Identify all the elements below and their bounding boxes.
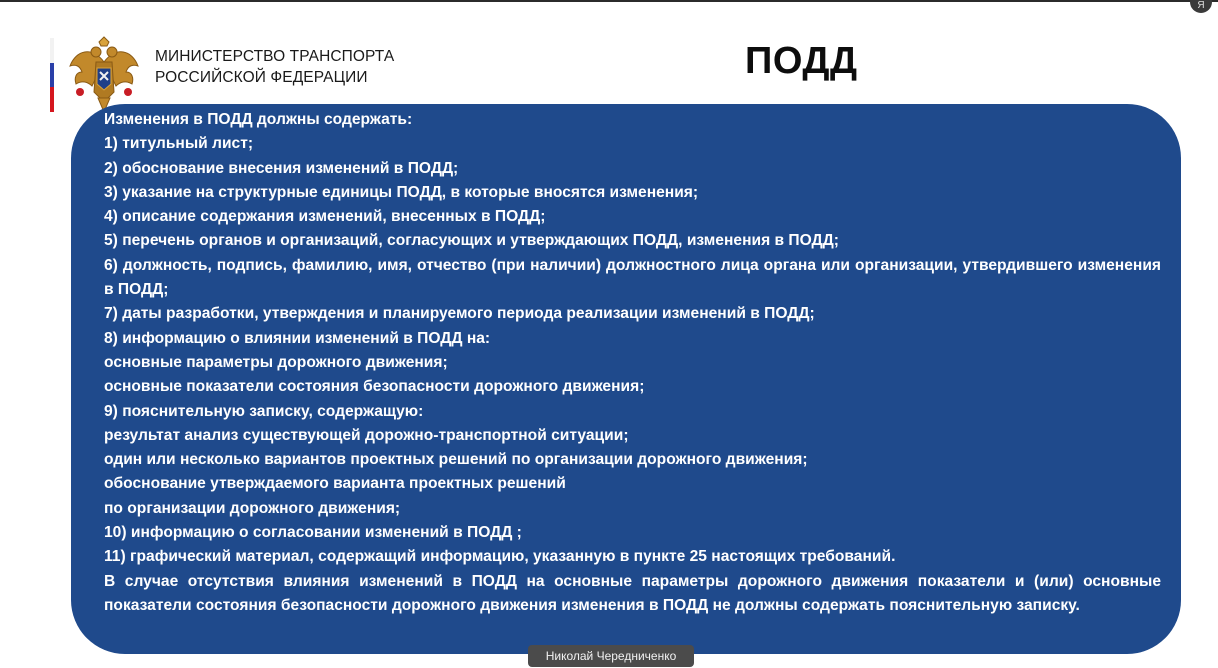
list-item: 4) описание содержания изменений, внесенных в ПОДД;	[104, 208, 546, 226]
list-item: 8) информацию о влиянии изменений в ПОДД на:	[104, 329, 491, 347]
russian-flag-stripe	[50, 38, 54, 112]
content-panel	[71, 104, 1181, 654]
ministry-name-line1: МИНИСТЕРСТВО ТРАНСПОРТА	[155, 48, 395, 65]
page-title: ПОДД	[745, 40, 858, 82]
list-item: 6) должность, подпись, фамилию, имя, отчество (при наличии) должностного лица органа или организации, утвердившего изменения в ПОДД;	[104, 256, 1161, 299]
ministry-name-line2: РОССИЙСКОЙ ФЕДЕРАЦИИ	[155, 69, 368, 86]
list-item: по организации дорожного движения;	[104, 499, 401, 517]
participant-name-tag: Николай Чередниченко	[528, 645, 694, 667]
list-item: 9) пояснительную записку, содержащую:	[104, 402, 424, 420]
list-item: обоснование утверждаемого варианта проектных решений	[104, 475, 566, 493]
content-note: В случае отсутствия влияния изменений в ПОДД на основные параметры дорожного движения показатели и (или) основные показатели состояния безопасности дорожного движения изменения в ПОДД не должны содержать пояснительную записку.	[104, 572, 1161, 614]
content-heading: Изменения в ПОДД должны содержать:	[104, 111, 413, 128]
list-item: 1) титульный лист;	[104, 135, 254, 153]
flag-white-stripe	[50, 38, 54, 63]
profile-corner-button[interactable]: Я	[1190, 0, 1212, 13]
list-item: 3) указание на структурные единицы ПОДД, в которые вносятся изменения;	[104, 183, 699, 201]
list-item: 10) информацию о согласовании изменений в ПОДД ;	[104, 524, 522, 542]
list-item: 2) обоснование внесения изменений в ПОДД;	[104, 159, 459, 177]
eagle-emblem-icon	[66, 36, 142, 114]
ministry-name	[155, 46, 394, 88]
list-item: основные показатели состояния безопасности дорожного движения;	[104, 378, 645, 396]
flag-blue-stripe	[50, 63, 54, 88]
top-border	[0, 0, 1218, 2]
list-item: основные параметры дорожного движения;	[104, 353, 448, 371]
list-item: один или несколько вариантов проектных решений по организации дорожного движения;	[104, 451, 808, 469]
flag-red-stripe	[50, 87, 54, 112]
list-item: 11) графический материал, содержащий информацию, указанную в пункте 25 настоящих требований.	[104, 548, 896, 566]
list-item: 5) перечень органов и организаций, согласующих и утверждающих ПОДД, изменения в ПОДД;	[104, 232, 839, 250]
list-item: 7) даты разработки, утверждения и планируемого периода реализации изменений в ПОДД;	[104, 305, 815, 323]
list-item: результат анализ существующей дорожно-транспортной ситуации;	[104, 426, 629, 444]
